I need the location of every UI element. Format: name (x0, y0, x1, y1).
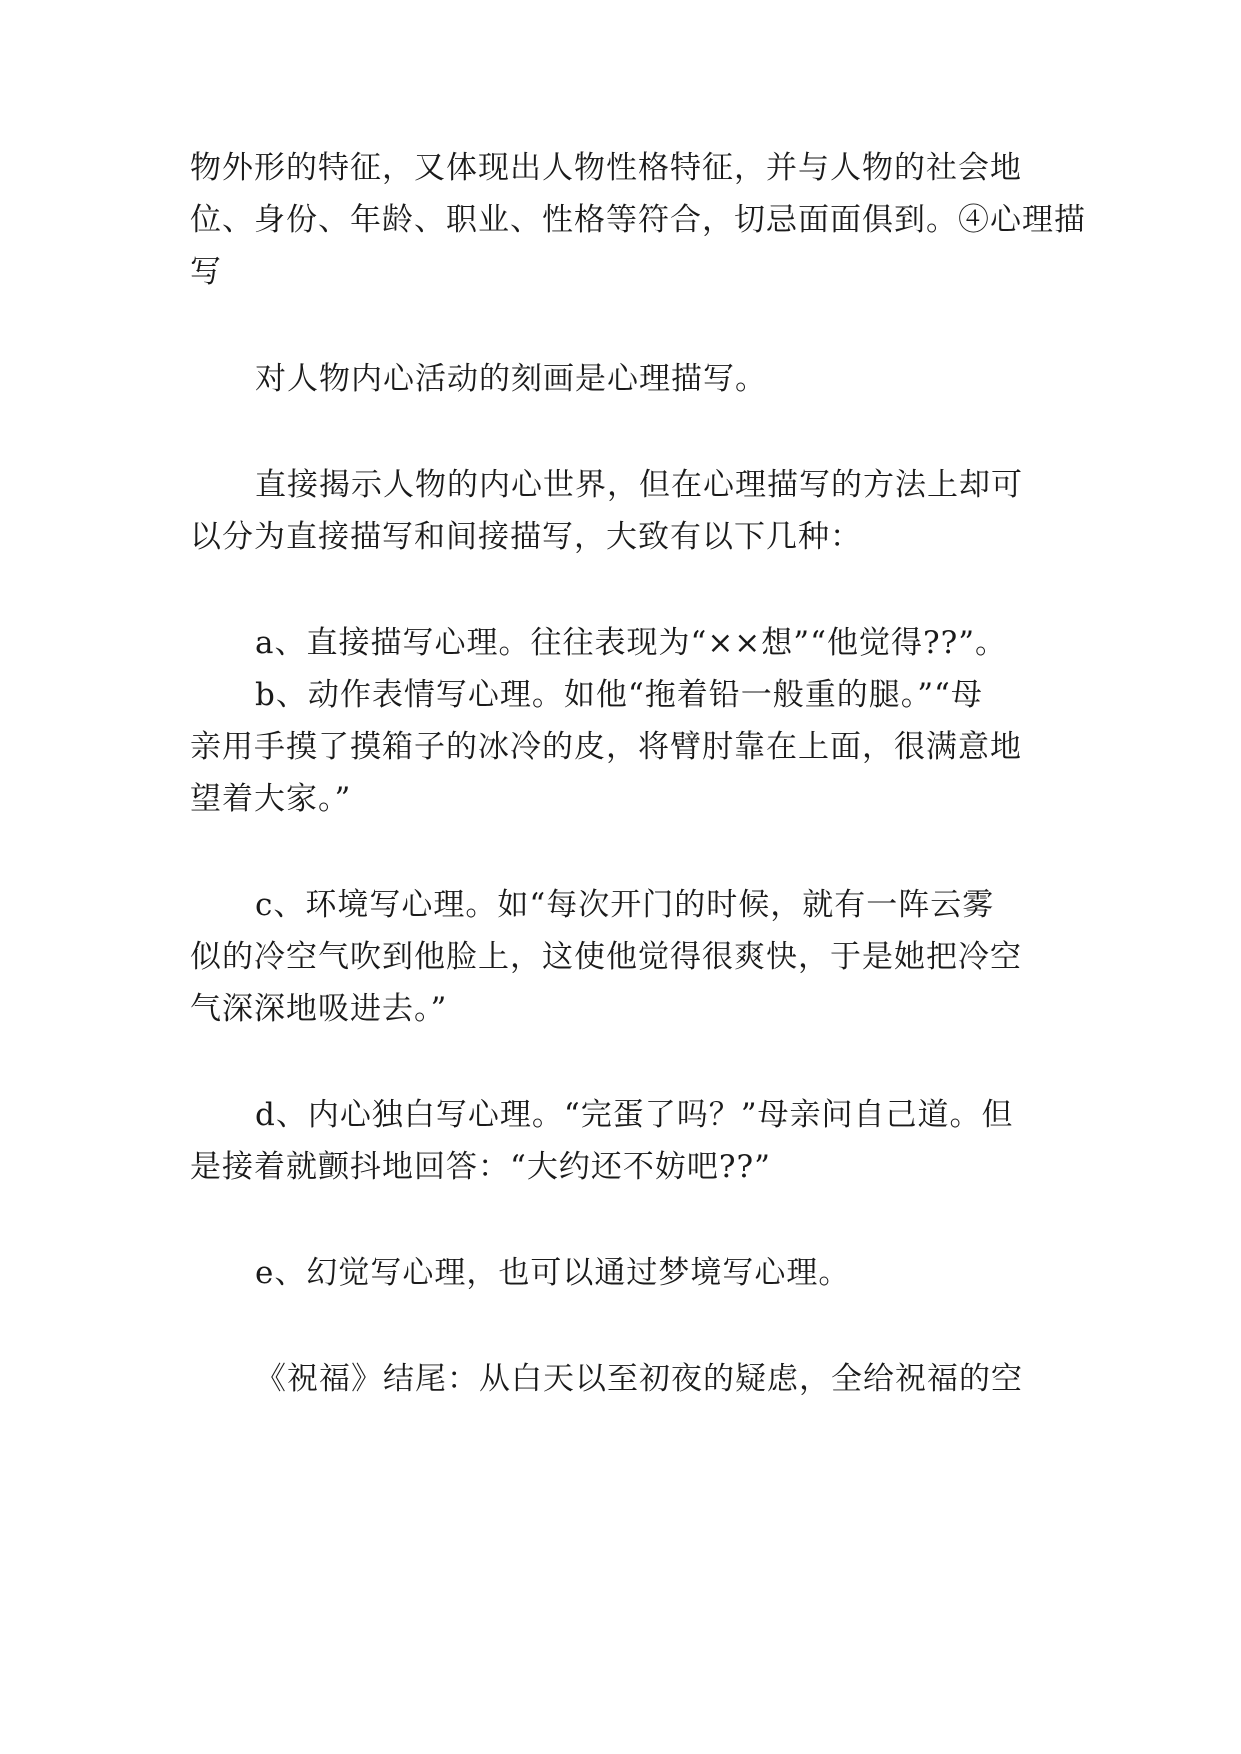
text-line: e、幻觉写心理，也可以通过梦境写心理。 (255, 1255, 851, 1291)
text-line: d、内心独白写心理。“完蛋了吗？”母亲问自己道。但 (255, 1097, 1014, 1133)
text-line: 似的冷空气吹到他脸上，这使他觉得很爽快，于是她把冷空 (190, 939, 1022, 975)
text-line: 直接揭示人物的内心世界，但在心理描写的方法上却可 (255, 467, 1023, 503)
text-line: 是接着就颤抖地回答：“大约还不妨吧??” (190, 1149, 771, 1185)
text-line: 以分为直接描写和间接描写，大致有以下几种： (190, 519, 862, 555)
text-line: a、直接描写心理。往往表现为“××想”“他觉得??”。 (255, 625, 1008, 661)
text-line: 《祝福》结尾：从白天以至初夜的疑虑，全给祝福的空 (255, 1361, 1023, 1397)
text-line: 亲用手摸了摸箱子的冰冷的皮，将臂肘靠在上面，很满意地 (190, 729, 1022, 765)
text-line: 对人物内心活动的刻画是心理描写。 (255, 361, 767, 397)
text-line: 望着大家。” (190, 781, 352, 817)
text-line: 气深深地吸进去。” (190, 991, 448, 1027)
text-line: 写 (190, 254, 222, 290)
text-line: c、环境写心理。如“每次开门的时候，就有一阵云雾 (255, 887, 995, 923)
text-line: 位、身份、年龄、职业、性格等符合，切忌面面俱到。④心理描 (190, 202, 1086, 238)
text-line: 物外形的特征，又体现出人物性格特征，并与人物的社会地 (190, 150, 1022, 186)
text-line: b、动作表情写心理。如他“拖着铅一般重的腿。”“母 (255, 677, 983, 713)
